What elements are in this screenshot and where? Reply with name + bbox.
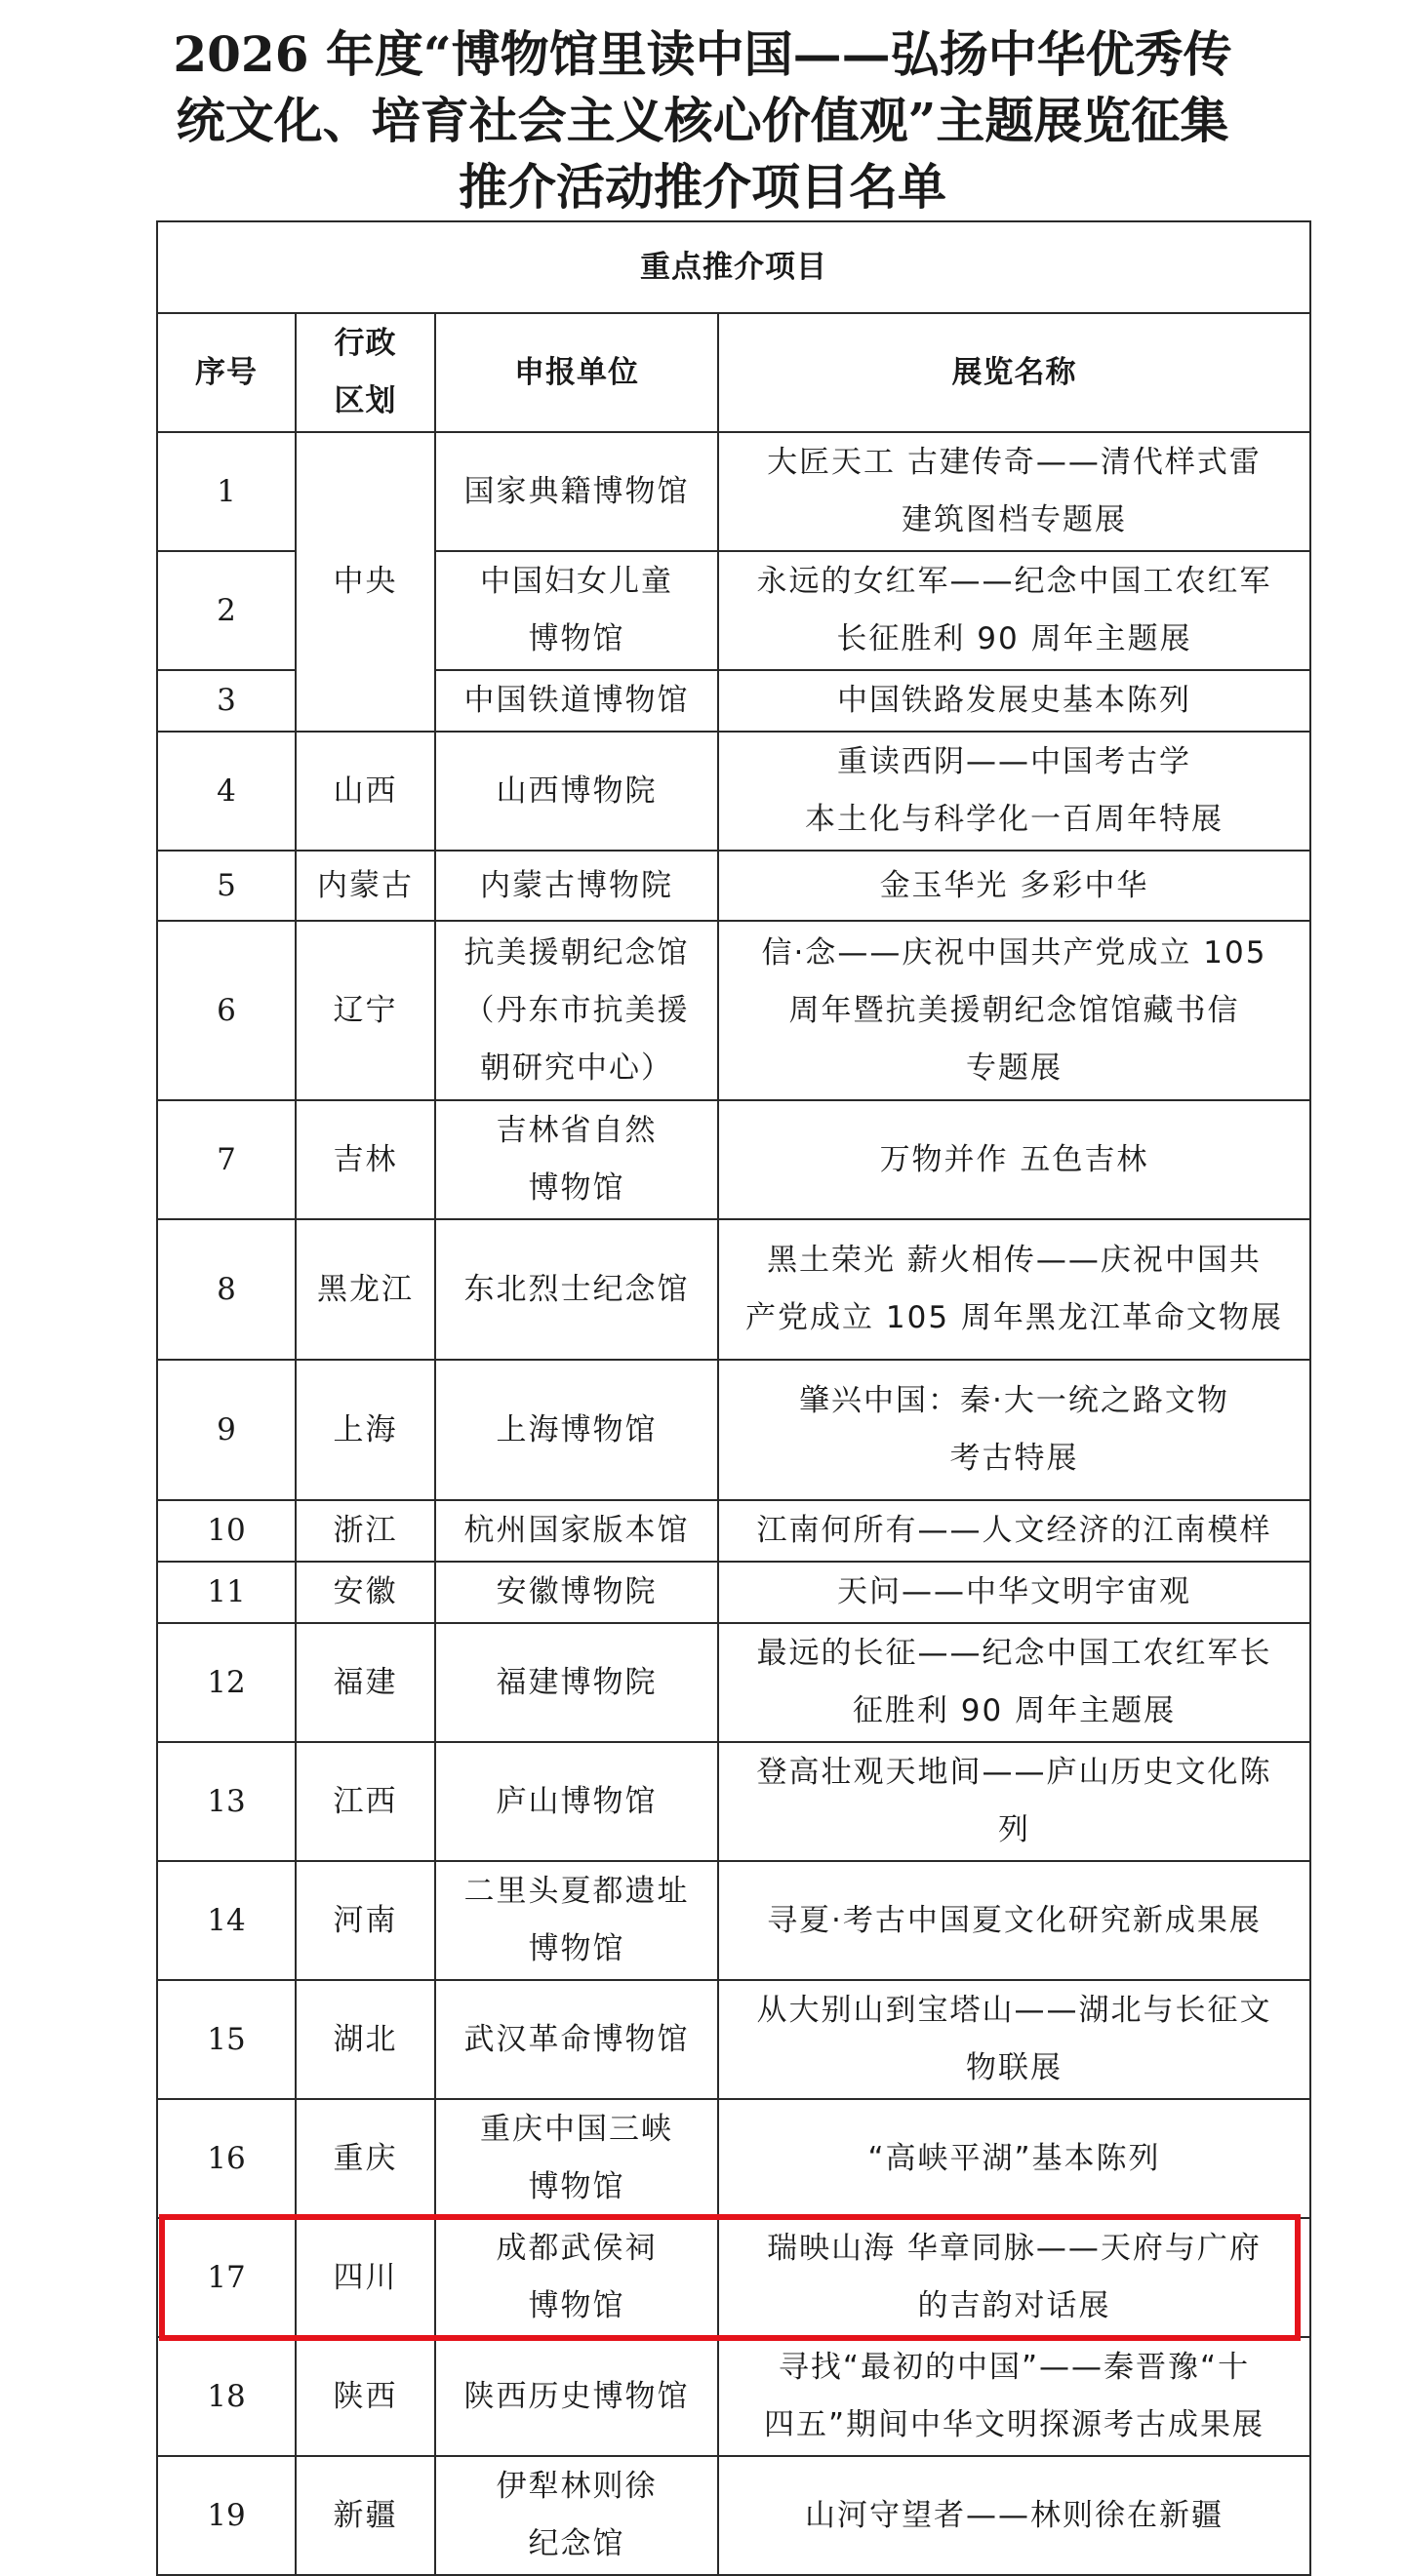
header-org: 申报单位 bbox=[435, 313, 718, 432]
table-row bbox=[157, 2456, 1310, 2575]
table-row bbox=[157, 732, 1310, 851]
exhibit-cell: 中国铁路发展史基本陈列 bbox=[718, 670, 1310, 732]
region-cell: 内蒙古 bbox=[296, 851, 435, 921]
org-cell: 陕西历史博物馆 bbox=[435, 2337, 718, 2456]
table-row bbox=[157, 1623, 1310, 1742]
exhibit-cell: 重读西阴——中国考古学 本土化与科学化一百周年特展 bbox=[718, 732, 1310, 851]
exhibit-cell: 信·念——庆祝中国共产党成立 105 周年暨抗美援朝纪念馆馆藏书信 专题展 bbox=[718, 921, 1310, 1100]
org-cell: 庐山博物馆 bbox=[435, 1742, 718, 1861]
section-header-row bbox=[157, 221, 1310, 313]
row-number: 16 bbox=[157, 2099, 296, 2218]
org-cell: 吉林省自然 博物馆 bbox=[435, 1100, 718, 1219]
row-number: 15 bbox=[157, 1980, 296, 2099]
table-row bbox=[157, 1100, 1310, 1219]
row-number: 3 bbox=[157, 670, 296, 732]
region-cell: 陕西 bbox=[296, 2337, 435, 2456]
table-row bbox=[157, 1219, 1310, 1360]
exhibit-cell: 寻找“最初的中国”——秦晋豫“十 四五”期间中华文明探源考古成果展 bbox=[718, 2337, 1310, 2456]
exhibit-cell: 金玉华光 多彩中华 bbox=[718, 851, 1310, 921]
org-cell: 武汉革命博物馆 bbox=[435, 1980, 718, 2099]
exhibit-cell: 最远的长征——纪念中国工农红军长 征胜利 90 周年主题展 bbox=[718, 1623, 1310, 1742]
exhibit-cell: 从大别山到宝塔山——湖北与长征文 物联展 bbox=[718, 1980, 1310, 2099]
exhibit-cell: 黑土荣光 薪火相传——庆祝中国共 产党成立 105 周年黑龙江革命文物展 bbox=[718, 1219, 1310, 1360]
row-number: 18 bbox=[157, 2337, 296, 2456]
org-cell: 内蒙古博物院 bbox=[435, 851, 718, 921]
exhibit-cell: 江南何所有——人文经济的江南模样 bbox=[718, 1500, 1310, 1562]
region-cell: 重庆 bbox=[296, 2099, 435, 2218]
exhibit-cell: 寻夏·考古中国夏文化研究新成果展 bbox=[718, 1861, 1310, 1980]
region-cell: 江西 bbox=[296, 1742, 435, 1861]
region-cell: 新疆 bbox=[296, 2456, 435, 2575]
row-number: 17 bbox=[157, 2218, 296, 2337]
header-no: 序号 bbox=[157, 313, 296, 432]
row-number: 13 bbox=[157, 1742, 296, 1861]
org-cell: 山西博物院 bbox=[435, 732, 718, 851]
exhibit-cell: “高峡平湖”基本陈列 bbox=[718, 2099, 1310, 2218]
table-row bbox=[157, 921, 1310, 1100]
title-line-3: 推介活动推介项目名单 bbox=[459, 158, 946, 216]
row-number: 7 bbox=[157, 1100, 296, 1219]
table-row bbox=[157, 2337, 1310, 2456]
row-number: 14 bbox=[157, 1861, 296, 1980]
org-cell: 上海博物馆 bbox=[435, 1360, 718, 1500]
org-cell: 杭州国家版本馆 bbox=[435, 1500, 718, 1562]
header-region: 行政 区划 bbox=[296, 313, 435, 432]
row-number: 19 bbox=[157, 2456, 296, 2575]
table-row bbox=[157, 1861, 1310, 1980]
row-number: 10 bbox=[157, 1500, 296, 1562]
column-header-row bbox=[157, 313, 1310, 432]
region-cell: 浙江 bbox=[296, 1500, 435, 1562]
table-row bbox=[157, 1562, 1310, 1623]
title-line-2: 统文化、培育社会主义核心价值观”主题展览征集 bbox=[176, 92, 1229, 149]
org-cell: 国家典籍博物馆 bbox=[435, 432, 718, 551]
org-cell: 伊犁林则徐 纪念馆 bbox=[435, 2456, 718, 2575]
region-cell: 四川 bbox=[296, 2218, 435, 2337]
table-row bbox=[157, 1500, 1310, 1562]
org-cell: 重庆中国三峡 博物馆 bbox=[435, 2099, 718, 2218]
table-row bbox=[157, 432, 1310, 551]
table-row bbox=[157, 851, 1310, 921]
exhibit-cell: 肇兴中国：秦·大一统之路文物 考古特展 bbox=[718, 1360, 1310, 1500]
exhibit-cell: 瑞映山海 华章同脉——天府与广府 的吉韵对话展 bbox=[718, 2218, 1310, 2337]
region-cell: 上海 bbox=[296, 1360, 435, 1500]
header-exhibit: 展览名称 bbox=[718, 313, 1310, 432]
org-cell: 中国铁道博物馆 bbox=[435, 670, 718, 732]
region-cell: 辽宁 bbox=[296, 921, 435, 1100]
org-cell: 安徽博物院 bbox=[435, 1562, 718, 1623]
exhibit-cell: 万物并作 五色吉林 bbox=[718, 1100, 1310, 1219]
region-cell: 山西 bbox=[296, 732, 435, 851]
exhibit-cell: 大匠天工 古建传奇——清代样式雷 建筑图档专题展 bbox=[718, 432, 1310, 551]
row-number: 8 bbox=[157, 1219, 296, 1360]
table-row bbox=[157, 2099, 1310, 2218]
region-cell: 湖北 bbox=[296, 1980, 435, 2099]
region-cell: 福建 bbox=[296, 1623, 435, 1742]
region-cell: 吉林 bbox=[296, 1100, 435, 1219]
table-row bbox=[157, 1360, 1310, 1500]
table-row bbox=[157, 1980, 1310, 2099]
region-cell: 黑龙江 bbox=[296, 1219, 435, 1360]
org-cell: 中国妇女儿童 博物馆 bbox=[435, 551, 718, 670]
exhibit-cell: 山河守望者——林则徐在新疆 bbox=[718, 2456, 1310, 2575]
row-number: 11 bbox=[157, 1562, 296, 1623]
exhibit-cell: 永远的女红军——纪念中国工农红军 长征胜利 90 周年主题展 bbox=[718, 551, 1310, 670]
region-cell: 安徽 bbox=[296, 1562, 435, 1623]
title-line-1: 2026 年度“博物馆里读中国——弘扬中华优秀传 bbox=[173, 25, 1232, 83]
exhibit-cell: 天问——中华文明宇宙观 bbox=[718, 1562, 1310, 1623]
org-cell: 二里头夏都遗址 博物馆 bbox=[435, 1861, 718, 1980]
table-row bbox=[157, 2218, 1310, 2337]
row-number: 2 bbox=[157, 551, 296, 670]
row-number: 12 bbox=[157, 1623, 296, 1742]
org-cell: 成都武侯祠 博物馆 bbox=[435, 2218, 718, 2337]
org-cell: 福建博物院 bbox=[435, 1623, 718, 1742]
table-row bbox=[157, 1742, 1310, 1861]
org-cell: 东北烈士纪念馆 bbox=[435, 1219, 718, 1360]
org-cell: 抗美援朝纪念馆 （丹东市抗美援 朝研究中心） bbox=[435, 921, 718, 1100]
row-number: 6 bbox=[157, 921, 296, 1100]
exhibit-cell: 登高壮观天地间——庐山历史文化陈 列 bbox=[718, 1742, 1310, 1861]
row-number: 1 bbox=[157, 432, 296, 551]
section-title: 重点推介项目 bbox=[157, 221, 1310, 313]
document-title bbox=[98, 21, 1307, 220]
row-number: 9 bbox=[157, 1360, 296, 1500]
region-cell: 河南 bbox=[296, 1861, 435, 1980]
row-number: 5 bbox=[157, 851, 296, 921]
row-number: 4 bbox=[157, 732, 296, 851]
region-cell: 中央 bbox=[296, 432, 435, 732]
project-list-table bbox=[156, 220, 1311, 2576]
